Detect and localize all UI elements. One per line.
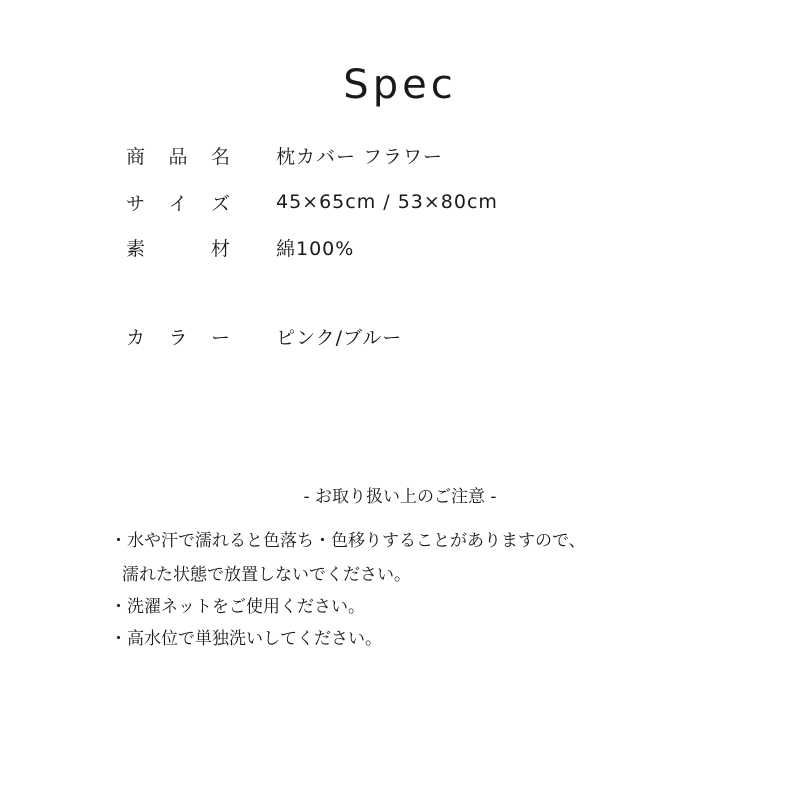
spec-row-product-name: [126, 140, 443, 170]
care-notes-heading: - お取り扱い上のご注意 -: [303, 487, 497, 507]
spec-row-color: [126, 321, 402, 351]
care-note-line: ・高水位で単独洗いしてください。: [110, 629, 382, 649]
label-char: 品: [168, 145, 188, 168]
spec-row-size: [126, 187, 498, 217]
label-char: ー: [210, 326, 230, 349]
care-note-line: ・洗濯ネットをご使用ください。: [110, 597, 365, 617]
label-char: 材: [210, 237, 230, 260]
spec-value-color: ピンク/ブルー: [276, 326, 403, 349]
spec-label-product-name: [126, 142, 230, 169]
page-title: Spec: [343, 62, 457, 108]
label-char: 名: [210, 145, 230, 168]
spec-row-material: [126, 232, 354, 262]
spec-value-product-name: 枕カバー フラワー: [276, 145, 444, 168]
label-char: カ: [126, 326, 146, 349]
label-char: 商: [126, 145, 146, 168]
spec-label-size: [126, 189, 230, 216]
label-char: サ: [126, 192, 146, 215]
spec-value-size: 45×65cm / 53×80cm: [276, 191, 498, 213]
care-note-line: ・水や汗で濡れると色落ち・色移りすることがありますので、: [110, 531, 586, 551]
spec-label-material: [126, 234, 230, 261]
care-note-line: 濡れた状態で放置しないでください。: [122, 565, 411, 585]
label-char: ラ: [168, 326, 188, 349]
label-char: ズ: [210, 192, 230, 215]
spec-value-material: 綿100%: [276, 237, 355, 260]
label-char: 素: [126, 237, 146, 260]
label-char: イ: [168, 192, 188, 215]
spec-label-color: [126, 323, 230, 350]
